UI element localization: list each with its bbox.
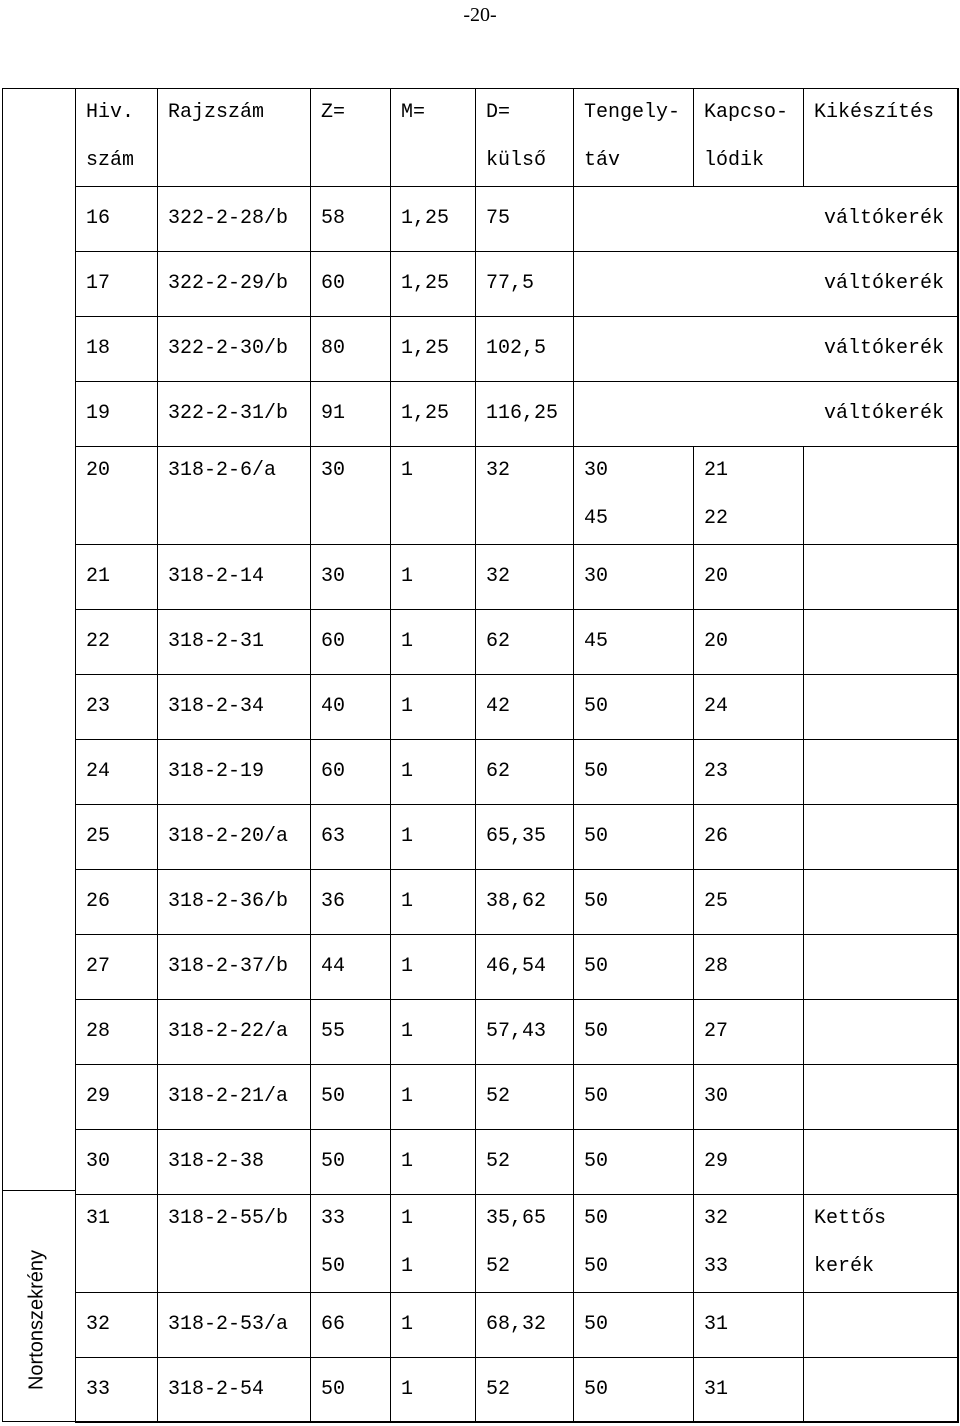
cell-kikeszites [804, 740, 959, 805]
cell-m: 1 1 [391, 1195, 476, 1293]
cell-m: 1 [391, 447, 476, 545]
cell-m: 1 [391, 610, 476, 675]
cell-hiv: 26 [76, 870, 158, 935]
table-row [76, 545, 959, 610]
cell-kapcsolodik: 25 [694, 870, 804, 935]
cell-rajzszam: 318-2-31 [158, 610, 311, 675]
cell-m: 1,25 [391, 187, 476, 252]
header-kikeszites: Kikészítés [804, 89, 959, 187]
cell-kikeszites [804, 1065, 959, 1130]
cell-hiv: 28 [76, 1000, 158, 1065]
header-m: M= [391, 89, 476, 187]
cell-kikeszites: Kettős kerék [804, 1195, 959, 1293]
cell-m: 1 [391, 805, 476, 870]
cell-hiv: 22 [76, 610, 158, 675]
cell-hiv: 19 [76, 382, 158, 447]
cell-rajzszam: 318-2-55/b [158, 1195, 311, 1293]
table-row [76, 675, 959, 740]
table-row [76, 1130, 959, 1195]
cell-kikeszites [804, 545, 959, 610]
cell-d: 77,5 [476, 252, 574, 317]
table-row [76, 740, 959, 805]
cell-d: 52 [476, 1065, 574, 1130]
cell-kapcsolodik: 26 [694, 805, 804, 870]
table-row [76, 187, 959, 252]
cell-z: 44 [311, 935, 391, 1000]
cell-d: 65,35 [476, 805, 574, 870]
cell-kikeszites [804, 935, 959, 1000]
cell-hiv: 24 [76, 740, 158, 805]
cell-hiv: 29 [76, 1065, 158, 1130]
cell-z: 40 [311, 675, 391, 740]
cell-d: 38,62 [476, 870, 574, 935]
table-row [76, 870, 959, 935]
cell-tengelytav: 50 [574, 1065, 694, 1130]
cell-d: 116,25 [476, 382, 574, 447]
cell-kikeszites: váltókerék [574, 317, 959, 382]
cell-kikeszites [804, 675, 959, 740]
cell-m: 1,25 [391, 382, 476, 447]
cell-d: 62 [476, 740, 574, 805]
cell-tengelytav: 30 [574, 545, 694, 610]
cell-kapcsolodik: 20 [694, 545, 804, 610]
cell-kikeszites [804, 1130, 959, 1195]
cell-hiv: 16 [76, 187, 158, 252]
cell-z: 30 [311, 545, 391, 610]
cell-kapcsolodik: 23 [694, 740, 804, 805]
cell-z: 50 [311, 1065, 391, 1130]
header-kapcsolodik: Kapcso- lódik [694, 89, 804, 187]
cell-kikeszites [804, 805, 959, 870]
header-row [76, 89, 959, 187]
table-row [76, 1000, 959, 1065]
cell-d: 52 [476, 1358, 574, 1423]
cell-tengelytav: 50 50 [574, 1195, 694, 1293]
cell-hiv: 27 [76, 935, 158, 1000]
cell-rajzszam: 318-2-19 [158, 740, 311, 805]
cell-d: 35,65 52 [476, 1195, 574, 1293]
table-row [76, 447, 959, 545]
cell-z: 50 [311, 1358, 391, 1423]
cell-rajzszam: 322-2-28/b [158, 187, 311, 252]
cell-rajzszam: 322-2-31/b [158, 382, 311, 447]
cell-rajzszam: 322-2-29/b [158, 252, 311, 317]
table-row [76, 1065, 959, 1130]
cell-tengelytav: 50 [574, 935, 694, 1000]
cell-d: 46,54 [476, 935, 574, 1000]
cell-tengelytav: 50 [574, 870, 694, 935]
cell-z: 60 [311, 610, 391, 675]
parts-table [75, 88, 959, 1423]
cell-m: 1 [391, 1130, 476, 1195]
cell-tengelytav: 50 [574, 740, 694, 805]
cell-d: 57,43 [476, 1000, 574, 1065]
cell-m: 1 [391, 870, 476, 935]
cell-z: 63 [311, 805, 391, 870]
cell-d: 62 [476, 610, 574, 675]
cell-m: 1,25 [391, 252, 476, 317]
cell-kapcsolodik: 21 22 [694, 447, 804, 545]
cell-rajzszam: 318-2-37/b [158, 935, 311, 1000]
header-z: Z= [311, 89, 391, 187]
cell-z: 33 50 [311, 1195, 391, 1293]
cell-tengelytav: 50 [574, 1358, 694, 1423]
table-row [76, 610, 959, 675]
cell-kikeszites: váltókerék [574, 252, 959, 317]
cell-d: 68,32 [476, 1293, 574, 1358]
cell-kapcsolodik: 24 [694, 675, 804, 740]
cell-rajzszam: 318-2-20/a [158, 805, 311, 870]
cell-z: 80 [311, 317, 391, 382]
table-row [76, 1358, 959, 1423]
table-row [76, 805, 959, 870]
cell-tengelytav: 30 45 [574, 447, 694, 545]
cell-rajzszam: 318-2-53/a [158, 1293, 311, 1358]
cell-kikeszites [804, 447, 959, 545]
cell-kapcsolodik: 28 [694, 935, 804, 1000]
cell-hiv: 18 [76, 317, 158, 382]
cell-d: 75 [476, 187, 574, 252]
cell-hiv: 17 [76, 252, 158, 317]
cell-z: 60 [311, 740, 391, 805]
cell-m: 1 [391, 675, 476, 740]
cell-kikeszites [804, 1293, 959, 1358]
cell-m: 1,25 [391, 317, 476, 382]
cell-z: 91 [311, 382, 391, 447]
cell-d: 102,5 [476, 317, 574, 382]
cell-z: 55 [311, 1000, 391, 1065]
cell-kapcsolodik: 20 [694, 610, 804, 675]
cell-tengelytav: 45 [574, 610, 694, 675]
cell-kikeszites: váltókerék [574, 382, 959, 447]
cell-m: 1 [391, 1000, 476, 1065]
cell-kikeszites [804, 1358, 959, 1423]
cell-hiv: 30 [76, 1130, 158, 1195]
cell-d: 32 [476, 447, 574, 545]
page-number: -20- [463, 4, 497, 26]
cell-kikeszites [804, 1000, 959, 1065]
header-hiv: Hiv. szám [76, 89, 158, 187]
cell-z: 36 [311, 870, 391, 935]
table-row [76, 252, 959, 317]
cell-rajzszam: 322-2-30/b [158, 317, 311, 382]
cell-hiv: 20 [76, 447, 158, 545]
cell-kikeszites [804, 610, 959, 675]
header-d: D= külső [476, 89, 574, 187]
cell-tengelytav: 50 [574, 805, 694, 870]
header-tengelytav: Tengely- táv [574, 89, 694, 187]
cell-z: 50 [311, 1130, 391, 1195]
cell-hiv: 21 [76, 545, 158, 610]
cell-kapcsolodik: 31 [694, 1358, 804, 1423]
cell-z: 66 [311, 1293, 391, 1358]
cell-rajzszam: 318-2-22/a [158, 1000, 311, 1065]
cell-m: 1 [391, 740, 476, 805]
cell-m: 1 [391, 1065, 476, 1130]
cell-m: 1 [391, 935, 476, 1000]
cell-hiv: 32 [76, 1293, 158, 1358]
table-row [76, 382, 959, 447]
cell-z: 60 [311, 252, 391, 317]
header-rajzszam: Rajzszám [158, 89, 311, 187]
table-row [76, 1293, 959, 1358]
cell-m: 1 [391, 1293, 476, 1358]
cell-rajzszam: 318-2-38 [158, 1130, 311, 1195]
cell-tengelytav: 50 [574, 1000, 694, 1065]
cell-rajzszam: 318-2-34 [158, 675, 311, 740]
cell-m: 1 [391, 545, 476, 610]
cell-rajzszam: 318-2-36/b [158, 870, 311, 935]
cell-rajzszam: 318-2-54 [158, 1358, 311, 1423]
table-row [76, 1195, 959, 1293]
cell-rajzszam: 318-2-6/a [158, 447, 311, 545]
cell-z: 58 [311, 187, 391, 252]
cell-tengelytav: 50 [574, 675, 694, 740]
cell-kapcsolodik: 29 [694, 1130, 804, 1195]
table-row [76, 317, 959, 382]
cell-tengelytav: 50 [574, 1293, 694, 1358]
cell-rajzszam: 318-2-21/a [158, 1065, 311, 1130]
cell-kikeszites [804, 870, 959, 935]
sidebar-label: Nortonszekrény [25, 1249, 48, 1391]
table-row [76, 935, 959, 1000]
cell-hiv: 31 [76, 1195, 158, 1293]
cell-kapcsolodik: 30 [694, 1065, 804, 1130]
cell-kapcsolodik: 32 33 [694, 1195, 804, 1293]
cell-m: 1 [391, 1358, 476, 1423]
cell-kapcsolodik: 27 [694, 1000, 804, 1065]
cell-kapcsolodik: 31 [694, 1293, 804, 1358]
cell-tengelytav: 50 [574, 1130, 694, 1195]
cell-d: 32 [476, 545, 574, 610]
cell-d: 52 [476, 1130, 574, 1195]
cell-z: 30 [311, 447, 391, 545]
cell-hiv: 33 [76, 1358, 158, 1423]
cell-d: 42 [476, 675, 574, 740]
cell-rajzszam: 318-2-14 [158, 545, 311, 610]
cell-hiv: 25 [76, 805, 158, 870]
cell-kikeszites: váltókerék [574, 187, 959, 252]
cell-hiv: 23 [76, 675, 158, 740]
